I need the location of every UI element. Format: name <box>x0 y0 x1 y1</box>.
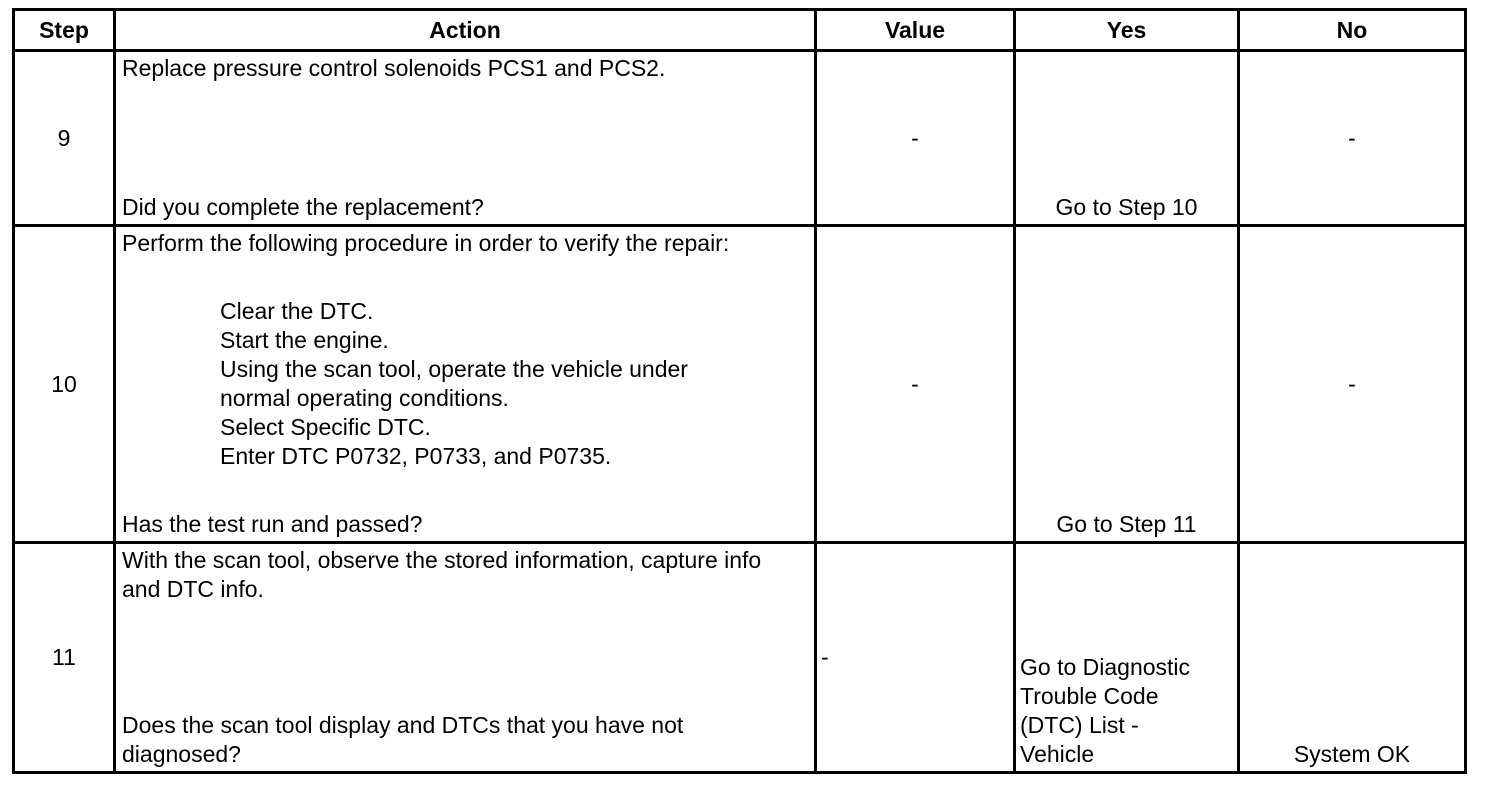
header-row <box>14 10 1466 51</box>
action-cell <box>115 51 816 226</box>
yes-result: Go to Step 11 <box>1056 511 1197 537</box>
yes-cell <box>1015 226 1239 543</box>
diagnostic-table <box>12 8 1467 774</box>
action-instruction <box>122 229 808 471</box>
action-cell <box>115 226 816 543</box>
action-instruction: With the scan tool, observe the stored information, capture info and DTC info. <box>122 547 762 602</box>
value-cell: - <box>816 226 1015 543</box>
no-result: System OK <box>1293 741 1411 767</box>
action-question: Does the scan tool display and DTCs that you have not diagnosed? <box>122 712 684 767</box>
header-no: No <box>1239 10 1466 51</box>
yes-cell <box>1015 543 1239 773</box>
no-cell <box>1239 543 1466 773</box>
value-cell: - <box>816 543 1015 773</box>
step-number: 9 <box>14 51 115 226</box>
action-intro: Perform the following procedure in order to verify the repair: <box>122 230 730 256</box>
yes-result: Go to Diagnostic Trouble Code (DTC) List - Vehicle <box>1020 654 1191 767</box>
procedure-list <box>122 297 808 471</box>
action-question: Has the test run and passed? <box>122 511 423 537</box>
step-number: 11 <box>14 543 115 773</box>
table-row <box>14 543 1466 773</box>
header-step: Step <box>14 10 115 51</box>
no-cell: - <box>1239 51 1466 226</box>
procedure-step: Using the scan tool, operate the vehicle under normal operating conditions. <box>220 356 688 411</box>
header-action: Action <box>115 10 816 51</box>
procedure-step: Enter DTC P0732, P0733, and P0735. <box>220 443 612 469</box>
table-row <box>14 51 1466 226</box>
value-cell: - <box>816 51 1015 226</box>
action-question: Did you complete the replacement? <box>122 194 484 220</box>
action-instruction: Replace pressure control solenoids PCS1 and PCS2. <box>122 55 666 81</box>
step-number: 10 <box>14 226 115 543</box>
action-cell <box>115 543 816 773</box>
yes-cell <box>1015 51 1239 226</box>
procedure-step: Start the engine. <box>220 327 389 353</box>
table-row <box>14 226 1466 543</box>
no-cell: - <box>1239 226 1466 543</box>
yes-result: Go to Step 10 <box>1055 194 1198 220</box>
procedure-step: Clear the DTC. <box>220 298 374 324</box>
header-yes: Yes <box>1015 10 1239 51</box>
procedure-step: Select Specific DTC. <box>220 414 431 440</box>
header-value: Value <box>816 10 1015 51</box>
